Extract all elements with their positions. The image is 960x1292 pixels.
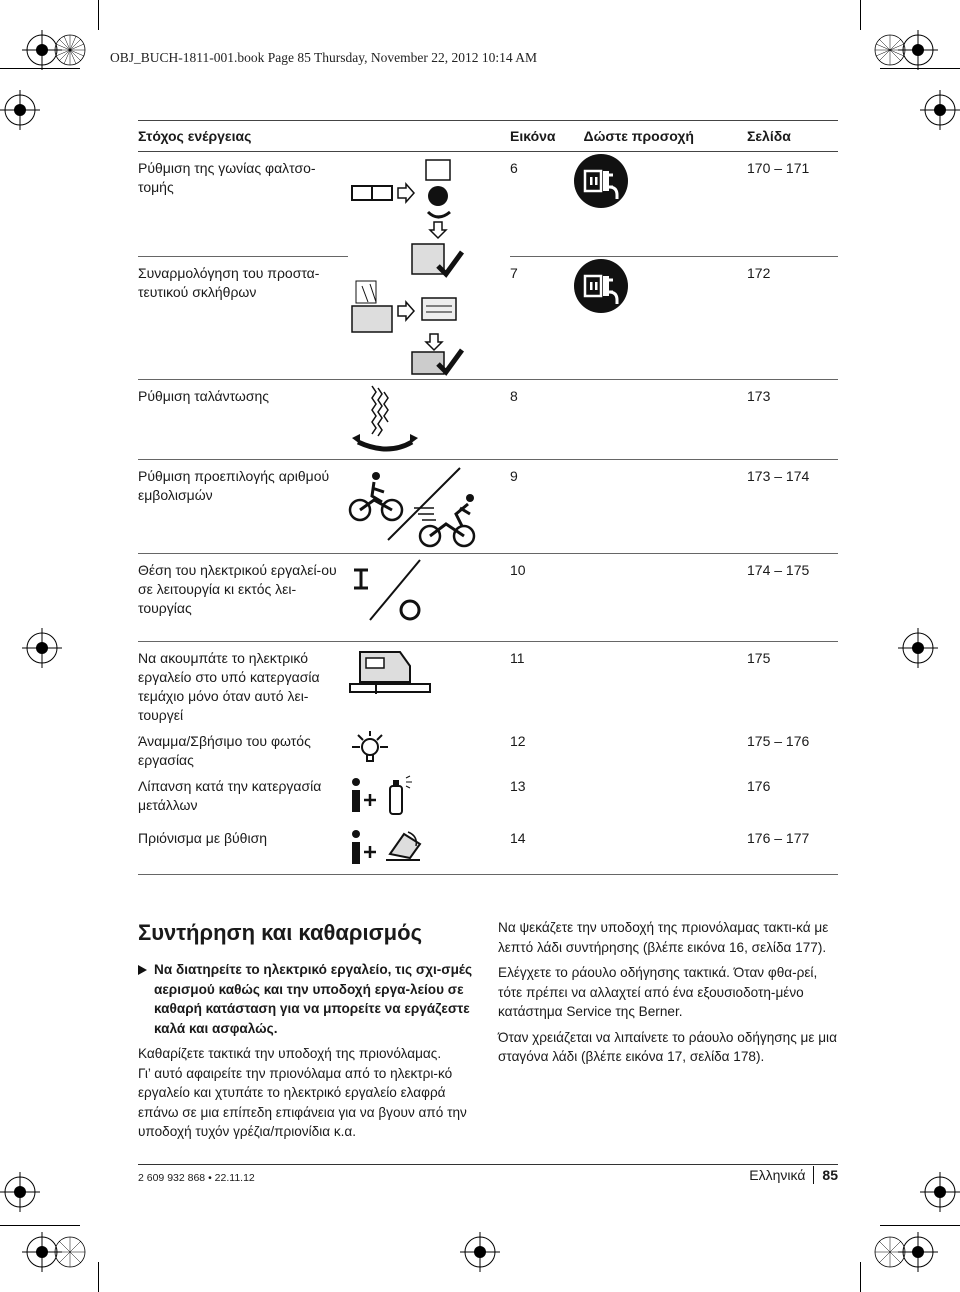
registration-mark-icon (50, 1232, 90, 1272)
crop-mark (0, 1225, 80, 1226)
registration-mark-icon (870, 30, 910, 70)
row-page: 170 – 171 (747, 152, 838, 257)
on-off-switch-icon (348, 558, 498, 638)
header-figure (510, 121, 747, 152)
header-attention: Δώστε προσοχή (583, 128, 694, 144)
crop-mark (860, 0, 861, 30)
table-row (138, 725, 838, 770)
row-attention (510, 257, 747, 380)
row-goal: Λίπανση κατά την κατεργασία μετάλλων (138, 778, 322, 813)
row-figure: 6 (510, 160, 518, 176)
footer-rule (138, 1164, 838, 1165)
row-goal: Ρύθμιση ταλάντωσης (138, 380, 348, 460)
registration-mark-icon (22, 628, 62, 668)
row-goal: Άναμμα/Σβήσιμο του φωτός εργασίας (138, 733, 311, 768)
table-row (138, 822, 838, 874)
row-picture (348, 642, 510, 726)
crop-mark (880, 68, 960, 69)
table-header-row (138, 121, 838, 152)
row-picture (348, 822, 510, 874)
doc-code: 2 609 932 868 • 22.11.12 (138, 1172, 255, 1184)
registration-mark-icon (920, 1172, 960, 1212)
row-figure: 14 (510, 830, 526, 846)
crop-mark (98, 1262, 99, 1292)
row-goal: Ρύθμιση προεπιλογής αριθμού εμβολισμών (138, 460, 348, 554)
row-figure: 9 (510, 468, 518, 484)
paragraph: Να ψεκάζετε την υποδοχή της πριονόλαμας τακτι-κά με λεπτό λάδι συντήρησης (βλέπε εικόνα 16, σελίδα 177). (498, 920, 829, 955)
row-page: 175 (747, 650, 771, 666)
table-row (138, 380, 838, 460)
table-row (138, 152, 838, 257)
row-picture (348, 152, 510, 380)
row-page: 174 – 175 (747, 554, 838, 642)
bevel-angle-adjust-icon (348, 156, 498, 376)
section-title: Συντήρηση και καθαρισμός (138, 920, 423, 945)
language-label: Ελληνικά (749, 1167, 806, 1183)
paragraph: Ελέγχετε το ράουλο οδήγησης τακτικά. Όταν φθα-ρεί, τότε πρέπει να αλλαχτεί από ένα εξουσιοδοτη-μένο κατάστημα Service της Berner. (498, 965, 818, 1019)
registration-mark-icon (50, 30, 90, 70)
row-attention (510, 554, 747, 642)
stroke-rate-cyclist-icon (348, 464, 498, 550)
info-plunge-cut-icon (348, 826, 428, 868)
right-column (498, 918, 843, 1067)
row-figure: 13 (510, 778, 526, 794)
row-page: 176 – 177 (747, 822, 838, 874)
row-figure: 8 (510, 388, 518, 404)
table-row (138, 460, 838, 554)
registration-mark-icon (898, 628, 938, 668)
paragraph: Όταν χρειάζεται να λιπαίνετε το ράουλο οδήγησης με μια σταγόνα λάδι (βλέπε εικόνα 17, σελίδα 178). (498, 1029, 837, 1064)
row-picture (348, 725, 510, 770)
separator (813, 1166, 814, 1184)
registration-mark-icon (0, 1172, 40, 1212)
row-attention (510, 725, 747, 770)
header-goal: Στόχος ενέργειας (138, 121, 510, 152)
warning-paragraph (138, 960, 478, 1038)
row-attention (510, 152, 747, 257)
action-goal-table (138, 120, 838, 875)
row-page: 176 (747, 778, 771, 794)
row-page: 173 – 174 (747, 460, 838, 554)
row-goal: Ρύθμιση της γωνίας φαλτσο-τομής (138, 152, 348, 257)
registration-mark-icon (920, 90, 960, 130)
row-attention (510, 642, 747, 726)
page-number: 85 (822, 1167, 838, 1183)
paragraph: Γι’ αυτό αφαιρείτε την πριονόλαμα από το ηλεκτρι-κό εργαλείο και χτυπάτε το ηλεκτρικό εργαλείο ελαφρά επάνω σε μια επίπεδη επιφάνεια για να βγουν από την υποδοχή τυχόν γρέζια/πριονίδια κ.α. (138, 1065, 467, 1139)
row-attention (510, 460, 747, 554)
registration-mark-icon (0, 90, 40, 130)
row-attention (510, 380, 747, 460)
row-figure: 10 (510, 562, 526, 578)
row-goal: Πριόνισμα με βύθιση (138, 822, 348, 874)
unplug-power-warning-icon (573, 258, 629, 314)
bullet-triangle-icon (138, 965, 147, 975)
row-picture (348, 380, 510, 460)
row-page: 175 – 176 (747, 733, 810, 749)
crop-mark (880, 1225, 960, 1226)
row-goal: Θέση του ηλεκτρικού εργαλεί-ου σε λειτουργία κι εκτός λει-τουργίας (138, 554, 348, 642)
row-attention (510, 822, 747, 874)
row-picture (348, 554, 510, 642)
jigsaw-on-workpiece-icon (348, 646, 498, 706)
registration-mark-icon (898, 1232, 938, 1272)
orbital-action-adjust-icon (348, 384, 498, 456)
row-attention (510, 770, 747, 822)
table-row (138, 770, 838, 822)
work-light-icon (348, 729, 408, 765)
header-figure-label: Εικόνα (510, 128, 556, 144)
row-page: 173 (747, 380, 838, 460)
registration-mark-icon (460, 1232, 500, 1272)
paragraph: Καθαρίζετε τακτικά την υποδοχή της πριονόλαμας. (138, 1046, 442, 1061)
crop-mark (98, 0, 99, 30)
row-goal: Να ακουμπάτε το ηλεκτρικό εργαλείο στο υπό κατεργασία τεμάχιο μόνο όταν αυτό λει-τουργεί (138, 650, 320, 723)
unplug-power-warning-icon (573, 153, 629, 209)
file-info-header: OBJ_BUCH-1811-001.book Page 85 Thursday, November 22, 2012 10:14 AM (110, 50, 537, 65)
row-goal: Συναρμολόγηση του προστα-τευτικού σκλήθρων (138, 257, 348, 380)
row-figure: 7 (510, 265, 518, 282)
header-page: Σελίδα (747, 121, 838, 152)
crop-mark (860, 1262, 861, 1292)
crop-mark (0, 68, 80, 69)
row-figure: 12 (510, 733, 526, 749)
footer-page-info (749, 1166, 838, 1184)
warning-text: Να διατηρείτε το ηλεκτρικό εργαλείο, τις σχι-σμές αερισμού καθώς και την υποδοχή εργα-λείου σε καθαρή κατάσταση για να μπορείτε να εργάζεστε καλά και ασφαλώς. (154, 962, 473, 1036)
row-picture (348, 770, 510, 822)
table-row (138, 642, 838, 726)
info-lubricant-icon (348, 774, 428, 816)
left-column (138, 960, 478, 1142)
row-page: 172 (747, 257, 838, 380)
table-row (138, 554, 838, 642)
row-figure: 11 (510, 650, 525, 666)
row-picture (348, 460, 510, 554)
